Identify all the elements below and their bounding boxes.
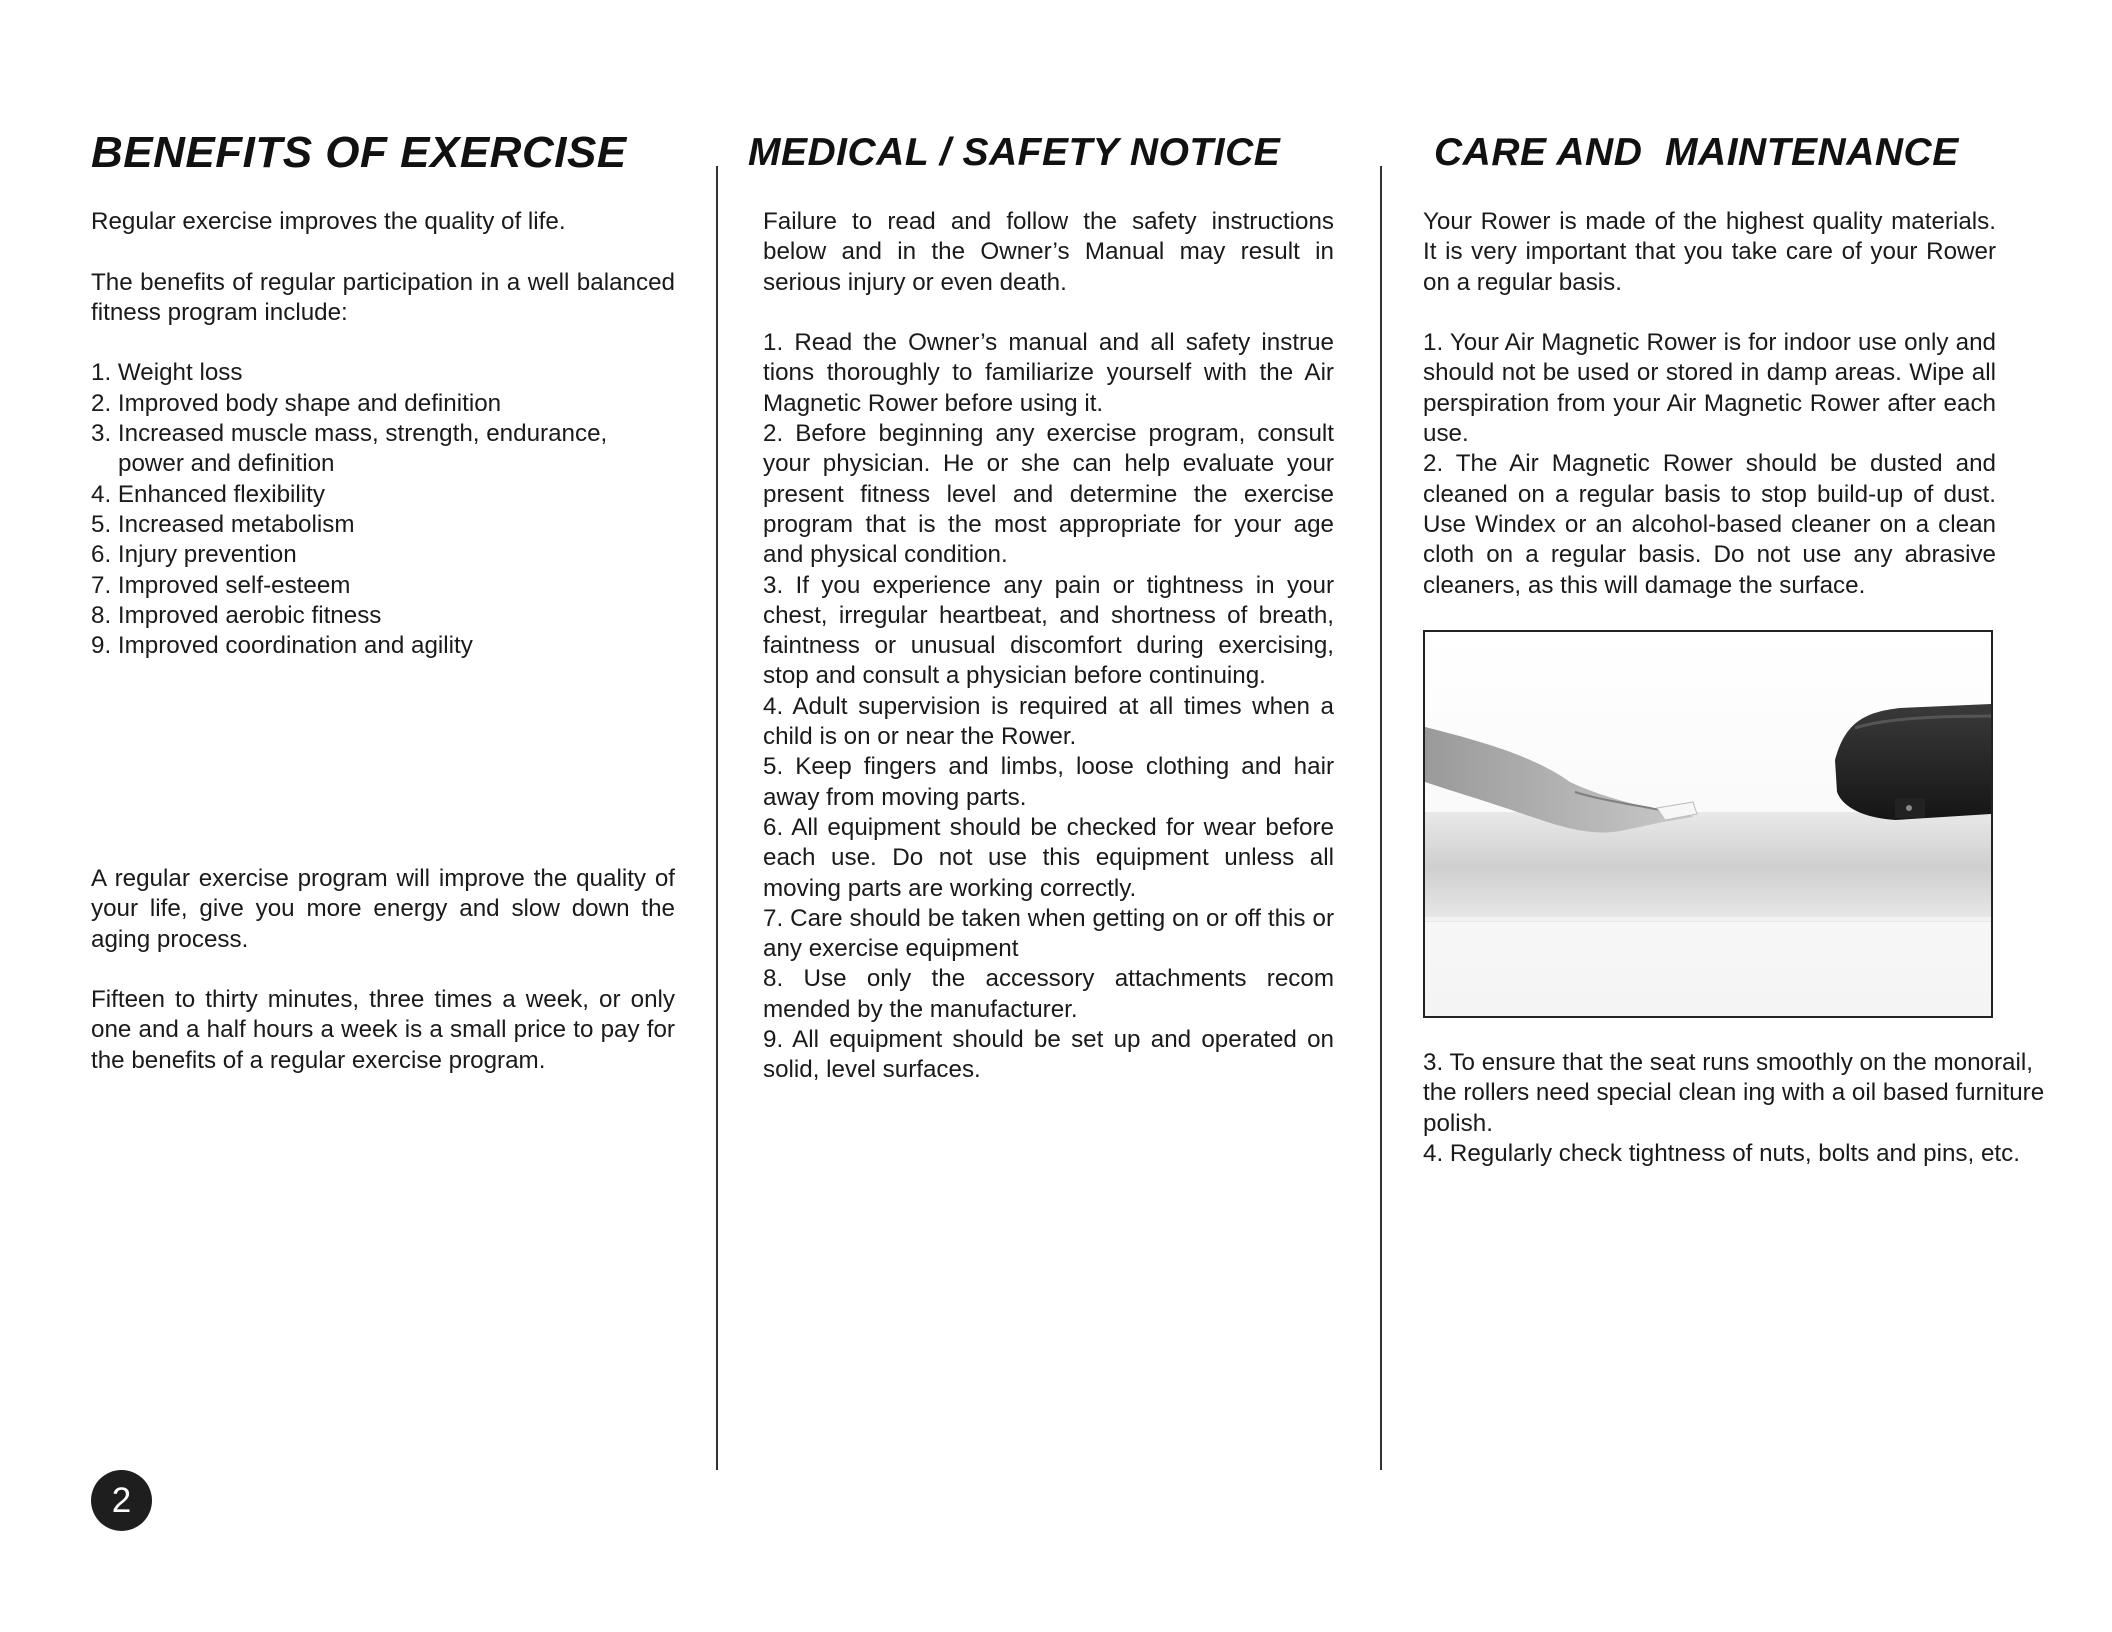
care-item: 1. Your Air Magnetic Rower is for indoor use only and should not be used or stored in damp areas. Wipe all perspiration from your Air Magnetic Rower after each use. [1423,329,1996,448]
benefit-item: 2. Improved body shape and definition [91,389,502,417]
benefit-item: 1. Weight loss [91,359,243,387]
safety-item: 2. Before beginning any exercise program, consult your physician. He or she can help evaluate your present fitness level and determine the exercise program that is the most appropriate for your age and physical condition. [763,420,1334,569]
safety-column [763,207,1334,1086]
care-item: 3. To ensure that the seat runs smoothly on the monorail, the rollers need special clean ing with a oil based furniture polish. [1423,1049,2045,1137]
care-column [1423,207,1996,601]
care-intro: Your Rower is made of the highest quality materials. It is very important that you take care of your Rower on a regular basis. [1423,208,1996,296]
benefit-item-continued: power and definition [118,450,335,478]
safety-item: 7. Care should be taken when getting on or off this or any exercise equipment [763,904,1334,963]
benefits-column [91,207,675,661]
benefits-paragraph: A regular exercise program will improve the quality of your life, give you more energy and slow down the aging process. [91,865,675,953]
benefits-intro: Regular exercise improves the quality of life. [91,208,566,235]
page-number-badge: 2 [91,1470,152,1531]
safety-item: 3. If you experience any pain or tightness in your chest, irregular heartbeat, and shortness of breath, faintness or unusual discomfort during exercising, stop and consult a physician before continuing. [763,571,1334,690]
safety-intro: Failure to read and follow the safety instructions below and in the Owner’s Manual may result in serious injury or even death. [763,208,1334,296]
benefits-list-intro: The benefits of regular participation in a well balanced fitness program include: [91,268,675,326]
safety-item: 9. All equipment should be set up and operated on solid, level surfaces. [763,1026,1334,1084]
safety-item: 1. Read the Owner’s manual and all safety instrue tions thoroughly to familiarize yourself with the Air Magnetic Rower before using it. [763,329,1334,417]
safety-item: 6. All equipment should be checked for wear before each use. Do not use this equipment unless all moving parts are working correctly. [763,813,1334,902]
column-divider [1380,166,1382,1470]
benefits-bottom [91,864,675,1076]
care-heading: CARE AND MAINTENANCE [1434,131,1959,174]
benefit-item: 3. Increased muscle mass, strength, endurance, [91,420,608,448]
care-item: 4. Regularly check tightness of nuts, bolts and pins, etc. [1423,1139,2020,1167]
benefit-item: 4. Enhanced flexibility [91,480,325,508]
benefit-item: 6. Injury prevention [91,541,297,569]
safety-item: 8. Use only the accessory attachments recom mended by the manufacturer. [763,965,1334,1023]
benefit-item: 8. Improved aerobic fitness [91,601,382,629]
safety-item: 4. Adult supervision is required at all times when a child is on or near the Rower. [763,692,1334,751]
benefit-item: 7. Improved self-esteem [91,571,351,599]
care-bottom [1423,1048,2048,1169]
benefit-item: 5. Increased metabolism [91,510,355,538]
column-divider [716,166,718,1470]
rower-cleaning-photo [1423,630,1993,1018]
care-item: 2. The Air Magnetic Rower should be dusted and cleaned on a regular basis to stop build-up of dust. Use Windex or an alcohol-based cleaner on a clean cloth on a regular basis. Do not use any abrasive cleaners, as this will damage the surface. [1423,450,1996,599]
benefit-item: 9. Improved coordination and agility [91,632,473,660]
safety-item: 5. Keep fingers and limbs, loose clothing and hair away from moving parts. [763,753,1334,811]
safety-heading: MEDICAL / SAFETY NOTICE [748,131,1281,174]
benefits-heading: BENEFITS OF EXERCISE [91,128,627,177]
benefits-paragraph: Fifteen to thirty minutes, three times a week, or only one and a half hours a week is a small price to pay for the benefits of a regular exercise program. [91,986,675,1074]
